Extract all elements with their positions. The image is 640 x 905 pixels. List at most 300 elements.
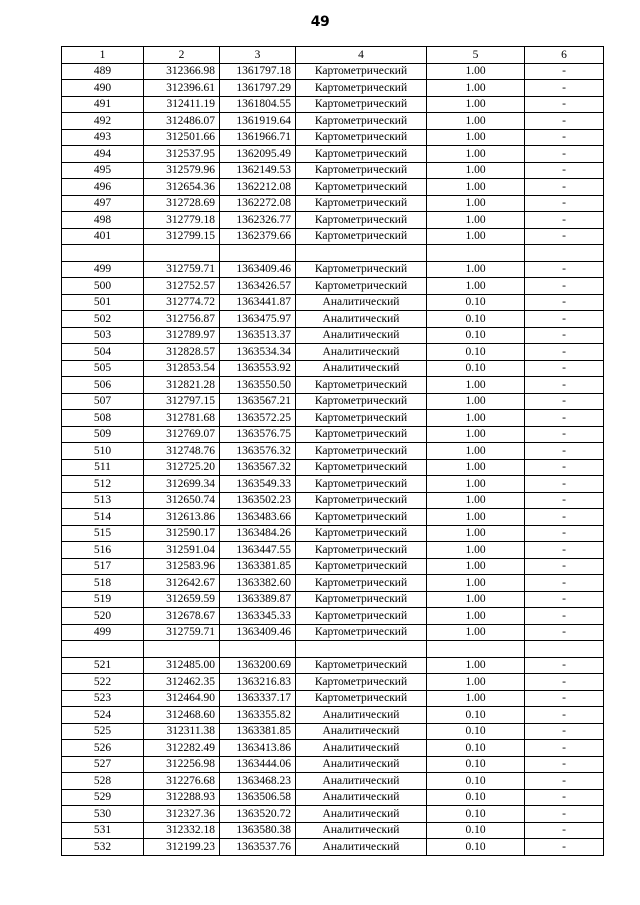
y-coordinate-cell: 1363200.69	[220, 657, 296, 674]
table-row	[62, 80, 604, 97]
point-number-cell: 499	[62, 261, 144, 278]
y-coordinate-cell: 1361804.55	[220, 96, 296, 113]
point-number-cell: 498	[62, 212, 144, 229]
table-row	[62, 690, 604, 707]
table-row	[62, 476, 604, 493]
y-coordinate-cell: 1361797.29	[220, 80, 296, 97]
table-row	[62, 113, 604, 130]
method-cell: Картометрический	[296, 459, 427, 476]
method-cell: Аналитический	[296, 822, 427, 839]
description-cell: -	[525, 426, 604, 443]
description-cell: -	[525, 63, 604, 80]
table-row	[62, 674, 604, 691]
method-cell: Картометрический	[296, 525, 427, 542]
method-cell: Аналитический	[296, 327, 427, 344]
accuracy-cell: 0.10	[427, 707, 525, 724]
x-coordinate-cell: 312411.19	[144, 96, 220, 113]
description-cell: -	[525, 228, 604, 245]
point-number-cell: 514	[62, 509, 144, 526]
description-cell	[525, 641, 604, 658]
accuracy-cell: 1.00	[427, 377, 525, 394]
y-coordinate-cell: 1363426.57	[220, 278, 296, 295]
point-number-cell: 506	[62, 377, 144, 394]
point-number-cell: 501	[62, 294, 144, 311]
method-cell: Картометрический	[296, 410, 427, 427]
x-coordinate-cell: 312779.18	[144, 212, 220, 229]
accuracy-cell: 0.10	[427, 756, 525, 773]
accuracy-cell	[427, 245, 525, 262]
description-cell: -	[525, 195, 604, 212]
method-cell: Аналитический	[296, 707, 427, 724]
description-cell: -	[525, 723, 604, 740]
table-row	[62, 525, 604, 542]
page-number: 49	[310, 14, 330, 30]
y-coordinate-cell: 1363413.86	[220, 740, 296, 757]
y-coordinate-cell: 1363444.06	[220, 756, 296, 773]
point-number-cell: 503	[62, 327, 144, 344]
x-coordinate-cell: 312725.20	[144, 459, 220, 476]
accuracy-cell: 1.00	[427, 195, 525, 212]
table-row	[62, 575, 604, 592]
accuracy-cell: 1.00	[427, 690, 525, 707]
accuracy-cell: 1.00	[427, 146, 525, 163]
y-coordinate-cell: 1361797.18	[220, 63, 296, 80]
y-coordinate-cell: 1363537.76	[220, 839, 296, 856]
table-row	[62, 756, 604, 773]
point-number-cell: 532	[62, 839, 144, 856]
table-row	[62, 707, 604, 724]
accuracy-cell: 0.10	[427, 822, 525, 839]
description-cell: -	[525, 212, 604, 229]
x-coordinate-cell: 312659.59	[144, 591, 220, 608]
accuracy-cell: 0.10	[427, 344, 525, 361]
method-cell: Аналитический	[296, 789, 427, 806]
method-cell: Картометрический	[296, 129, 427, 146]
accuracy-cell: 1.00	[427, 228, 525, 245]
x-coordinate-cell	[144, 245, 220, 262]
point-number-cell: 509	[62, 426, 144, 443]
accuracy-cell: 1.00	[427, 542, 525, 559]
column-header: 4	[296, 47, 427, 64]
y-coordinate-cell: 1363475.97	[220, 311, 296, 328]
accuracy-cell: 1.00	[427, 624, 525, 641]
description-cell: -	[525, 657, 604, 674]
accuracy-cell: 1.00	[427, 443, 525, 460]
column-header: 5	[427, 47, 525, 64]
description-cell: -	[525, 377, 604, 394]
method-cell: Аналитический	[296, 294, 427, 311]
y-coordinate-cell: 1363389.87	[220, 591, 296, 608]
y-coordinate-cell: 1363513.37	[220, 327, 296, 344]
description-cell: -	[525, 608, 604, 625]
y-coordinate-cell: 1363483.66	[220, 509, 296, 526]
point-number-cell: 497	[62, 195, 144, 212]
accuracy-cell: 1.00	[427, 113, 525, 130]
method-cell: Аналитический	[296, 806, 427, 823]
y-coordinate-cell: 1363409.46	[220, 261, 296, 278]
accuracy-cell: 1.00	[427, 261, 525, 278]
accuracy-cell: 1.00	[427, 129, 525, 146]
table-row	[62, 723, 604, 740]
y-coordinate-cell: 1363506.58	[220, 789, 296, 806]
table-row	[62, 261, 604, 278]
table-row	[62, 822, 604, 839]
method-cell: Картометрический	[296, 476, 427, 493]
accuracy-cell: 1.00	[427, 426, 525, 443]
point-number-cell: 499	[62, 624, 144, 641]
method-cell: Картометрический	[296, 575, 427, 592]
accuracy-cell: 1.00	[427, 591, 525, 608]
y-coordinate-cell: 1363447.55	[220, 542, 296, 559]
accuracy-cell: 1.00	[427, 162, 525, 179]
point-number-cell: 515	[62, 525, 144, 542]
accuracy-cell: 0.10	[427, 740, 525, 757]
x-coordinate-cell: 312396.61	[144, 80, 220, 97]
point-number-cell: 516	[62, 542, 144, 559]
point-number-cell: 491	[62, 96, 144, 113]
y-coordinate-cell: 1363355.82	[220, 707, 296, 724]
accuracy-cell: 1.00	[427, 393, 525, 410]
x-coordinate-cell: 312781.68	[144, 410, 220, 427]
description-cell: -	[525, 443, 604, 460]
description-cell: -	[525, 113, 604, 130]
method-cell: Картометрический	[296, 377, 427, 394]
column-header: 6	[525, 47, 604, 64]
method-cell: Картометрический	[296, 113, 427, 130]
description-cell: -	[525, 822, 604, 839]
y-coordinate-cell: 1363572.25	[220, 410, 296, 427]
table-row	[62, 393, 604, 410]
accuracy-cell: 0.10	[427, 839, 525, 856]
x-coordinate-cell: 312590.17	[144, 525, 220, 542]
description-cell: -	[525, 146, 604, 163]
y-coordinate-cell: 1363381.85	[220, 558, 296, 575]
method-cell: Картометрический	[296, 591, 427, 608]
description-cell: -	[525, 575, 604, 592]
accuracy-cell: 0.10	[427, 294, 525, 311]
point-number-cell: 530	[62, 806, 144, 823]
accuracy-cell: 0.10	[427, 773, 525, 790]
method-cell: Картометрический	[296, 624, 427, 641]
x-coordinate-cell: 312486.07	[144, 113, 220, 130]
table-row	[62, 179, 604, 196]
point-number-cell	[62, 641, 144, 658]
table-row	[62, 129, 604, 146]
table-row	[62, 509, 604, 526]
table-row	[62, 657, 604, 674]
table-row	[62, 212, 604, 229]
accuracy-cell: 1.00	[427, 410, 525, 427]
point-number-cell: 496	[62, 179, 144, 196]
description-cell: -	[525, 162, 604, 179]
accuracy-cell: 1.00	[427, 179, 525, 196]
x-coordinate-cell: 312276.68	[144, 773, 220, 790]
accuracy-cell: 1.00	[427, 278, 525, 295]
method-cell: Картометрический	[296, 146, 427, 163]
point-number-cell: 518	[62, 575, 144, 592]
description-cell: -	[525, 591, 604, 608]
method-cell: Картометрический	[296, 674, 427, 691]
x-coordinate-cell: 312756.87	[144, 311, 220, 328]
table-row	[62, 839, 604, 856]
description-cell: -	[525, 624, 604, 641]
table-row	[62, 459, 604, 476]
point-number-cell: 527	[62, 756, 144, 773]
y-coordinate-cell: 1363534.34	[220, 344, 296, 361]
x-coordinate-cell: 312366.98	[144, 63, 220, 80]
column-header: 3	[220, 47, 296, 64]
accuracy-cell: 1.00	[427, 575, 525, 592]
point-number-cell: 519	[62, 591, 144, 608]
description-cell: -	[525, 278, 604, 295]
point-number-cell: 495	[62, 162, 144, 179]
description-cell: -	[525, 542, 604, 559]
description-cell: -	[525, 344, 604, 361]
point-number-cell: 517	[62, 558, 144, 575]
y-coordinate-cell: 1363484.26	[220, 525, 296, 542]
description-cell: -	[525, 839, 604, 856]
y-coordinate-cell: 1362326.77	[220, 212, 296, 229]
method-cell: Картометрический	[296, 509, 427, 526]
description-cell: -	[525, 327, 604, 344]
y-coordinate-cell: 1363580.38	[220, 822, 296, 839]
table-row	[62, 228, 604, 245]
y-coordinate-cell: 1362149.53	[220, 162, 296, 179]
description-cell: -	[525, 690, 604, 707]
point-number-cell: 505	[62, 360, 144, 377]
point-number-cell	[62, 245, 144, 262]
description-cell: -	[525, 80, 604, 97]
description-cell: -	[525, 773, 604, 790]
description-cell: -	[525, 459, 604, 476]
table-row	[62, 245, 604, 262]
point-number-cell: 494	[62, 146, 144, 163]
x-coordinate-cell: 312759.71	[144, 261, 220, 278]
table-row	[62, 426, 604, 443]
point-number-cell: 523	[62, 690, 144, 707]
x-coordinate-cell: 312282.49	[144, 740, 220, 757]
description-cell: -	[525, 707, 604, 724]
table-row	[62, 740, 604, 757]
description-cell	[525, 245, 604, 262]
description-cell: -	[525, 756, 604, 773]
table-row	[62, 377, 604, 394]
method-cell: Аналитический	[296, 311, 427, 328]
table-row	[62, 806, 604, 823]
x-coordinate-cell: 312462.35	[144, 674, 220, 691]
y-coordinate-cell	[220, 641, 296, 658]
table-row	[62, 63, 604, 80]
y-coordinate-cell: 1363549.33	[220, 476, 296, 493]
method-cell: Картометрический	[296, 162, 427, 179]
x-coordinate-cell: 312199.23	[144, 839, 220, 856]
y-coordinate-cell: 1362212.08	[220, 179, 296, 196]
method-cell: Картометрический	[296, 212, 427, 229]
point-number-cell: 502	[62, 311, 144, 328]
accuracy-cell: 0.10	[427, 311, 525, 328]
accuracy-cell: 1.00	[427, 476, 525, 493]
description-cell: -	[525, 509, 604, 526]
point-number-cell: 500	[62, 278, 144, 295]
method-cell: Картометрический	[296, 96, 427, 113]
method-cell: Картометрический	[296, 80, 427, 97]
table-row	[62, 624, 604, 641]
x-coordinate-cell: 312799.15	[144, 228, 220, 245]
point-number-cell: 493	[62, 129, 144, 146]
table-row	[62, 344, 604, 361]
x-coordinate-cell: 312288.93	[144, 789, 220, 806]
method-cell: Картометрический	[296, 179, 427, 196]
method-cell: Аналитический	[296, 360, 427, 377]
table-row	[62, 311, 604, 328]
x-coordinate-cell: 312821.28	[144, 377, 220, 394]
description-cell: -	[525, 674, 604, 691]
description-cell: -	[525, 393, 604, 410]
table-row	[62, 278, 604, 295]
accuracy-cell: 1.00	[427, 674, 525, 691]
y-coordinate-cell: 1363553.92	[220, 360, 296, 377]
x-coordinate-cell: 312828.57	[144, 344, 220, 361]
method-cell: Аналитический	[296, 773, 427, 790]
x-coordinate-cell: 312591.04	[144, 542, 220, 559]
accuracy-cell: 1.00	[427, 212, 525, 229]
accuracy-cell: 1.00	[427, 608, 525, 625]
y-coordinate-cell: 1363576.75	[220, 426, 296, 443]
table-row	[62, 410, 604, 427]
description-cell: -	[525, 129, 604, 146]
point-number-cell: 528	[62, 773, 144, 790]
y-coordinate-cell: 1362095.49	[220, 146, 296, 163]
x-coordinate-cell: 312642.67	[144, 575, 220, 592]
point-number-cell: 529	[62, 789, 144, 806]
column-header: 2	[144, 47, 220, 64]
x-coordinate-cell: 312468.60	[144, 707, 220, 724]
accuracy-cell: 0.10	[427, 723, 525, 740]
point-number-cell: 508	[62, 410, 144, 427]
point-number-cell: 520	[62, 608, 144, 625]
table-row	[62, 542, 604, 559]
method-cell: Картометрический	[296, 393, 427, 410]
accuracy-cell: 1.00	[427, 525, 525, 542]
method-cell: Картометрический	[296, 542, 427, 559]
description-cell: -	[525, 360, 604, 377]
method-cell: Картометрический	[296, 558, 427, 575]
x-coordinate-cell: 312699.34	[144, 476, 220, 493]
point-number-cell: 525	[62, 723, 144, 740]
point-number-cell: 521	[62, 657, 144, 674]
y-coordinate-cell: 1361919.64	[220, 113, 296, 130]
point-number-cell: 490	[62, 80, 144, 97]
description-cell: -	[525, 476, 604, 493]
description-cell: -	[525, 525, 604, 542]
method-cell: Картометрический	[296, 690, 427, 707]
description-cell: -	[525, 789, 604, 806]
x-coordinate-cell: 312752.57	[144, 278, 220, 295]
table-body	[62, 63, 604, 855]
method-cell: Аналитический	[296, 756, 427, 773]
y-coordinate-cell: 1363382.60	[220, 575, 296, 592]
y-coordinate-cell: 1363345.33	[220, 608, 296, 625]
x-coordinate-cell: 312789.97	[144, 327, 220, 344]
x-coordinate-cell: 312769.07	[144, 426, 220, 443]
point-number-cell: 504	[62, 344, 144, 361]
method-cell: Картометрический	[296, 426, 427, 443]
description-cell: -	[525, 492, 604, 509]
accuracy-cell: 1.00	[427, 558, 525, 575]
table-header-row	[62, 47, 604, 64]
x-coordinate-cell: 312728.69	[144, 195, 220, 212]
x-coordinate-cell: 312678.67	[144, 608, 220, 625]
y-coordinate-cell	[220, 245, 296, 262]
point-number-cell: 507	[62, 393, 144, 410]
point-number-cell: 401	[62, 228, 144, 245]
y-coordinate-cell: 1363216.83	[220, 674, 296, 691]
table-row	[62, 443, 604, 460]
method-cell: Картометрический	[296, 492, 427, 509]
table-row	[62, 327, 604, 344]
description-cell: -	[525, 311, 604, 328]
point-number-cell: 492	[62, 113, 144, 130]
method-cell: Картометрический	[296, 195, 427, 212]
method-cell: Картометрический	[296, 608, 427, 625]
method-cell: Аналитический	[296, 839, 427, 856]
accuracy-cell: 0.10	[427, 327, 525, 344]
point-number-cell: 512	[62, 476, 144, 493]
method-cell: Аналитический	[296, 740, 427, 757]
table-row	[62, 608, 604, 625]
method-cell	[296, 245, 427, 262]
point-number-cell: 489	[62, 63, 144, 80]
x-coordinate-cell: 312332.18	[144, 822, 220, 839]
x-coordinate-cell: 312327.36	[144, 806, 220, 823]
x-coordinate-cell: 312853.54	[144, 360, 220, 377]
y-coordinate-cell: 1362379.66	[220, 228, 296, 245]
x-coordinate-cell: 312650.74	[144, 492, 220, 509]
y-coordinate-cell: 1363567.32	[220, 459, 296, 476]
table-row	[62, 294, 604, 311]
table-row	[62, 146, 604, 163]
description-cell: -	[525, 96, 604, 113]
y-coordinate-cell: 1363441.87	[220, 294, 296, 311]
method-cell: Картометрический	[296, 63, 427, 80]
y-coordinate-cell: 1363576.32	[220, 443, 296, 460]
description-cell: -	[525, 740, 604, 757]
table-row	[62, 96, 604, 113]
method-cell: Картометрический	[296, 443, 427, 460]
x-coordinate-cell: 312759.71	[144, 624, 220, 641]
point-number-cell: 524	[62, 707, 144, 724]
y-coordinate-cell: 1362272.08	[220, 195, 296, 212]
y-coordinate-cell: 1363520.72	[220, 806, 296, 823]
x-coordinate-cell: 312797.15	[144, 393, 220, 410]
method-cell	[296, 641, 427, 658]
method-cell: Картометрический	[296, 261, 427, 278]
x-coordinate-cell: 312583.96	[144, 558, 220, 575]
x-coordinate-cell: 312537.95	[144, 146, 220, 163]
accuracy-cell: 1.00	[427, 459, 525, 476]
x-coordinate-cell: 312654.36	[144, 179, 220, 196]
x-coordinate-cell: 312485.00	[144, 657, 220, 674]
point-number-cell: 522	[62, 674, 144, 691]
y-coordinate-cell: 1363409.46	[220, 624, 296, 641]
table-row	[62, 195, 604, 212]
point-number-cell: 510	[62, 443, 144, 460]
x-coordinate-cell	[144, 641, 220, 658]
x-coordinate-cell: 312311.38	[144, 723, 220, 740]
description-cell: -	[525, 179, 604, 196]
description-cell: -	[525, 261, 604, 278]
description-cell: -	[525, 558, 604, 575]
